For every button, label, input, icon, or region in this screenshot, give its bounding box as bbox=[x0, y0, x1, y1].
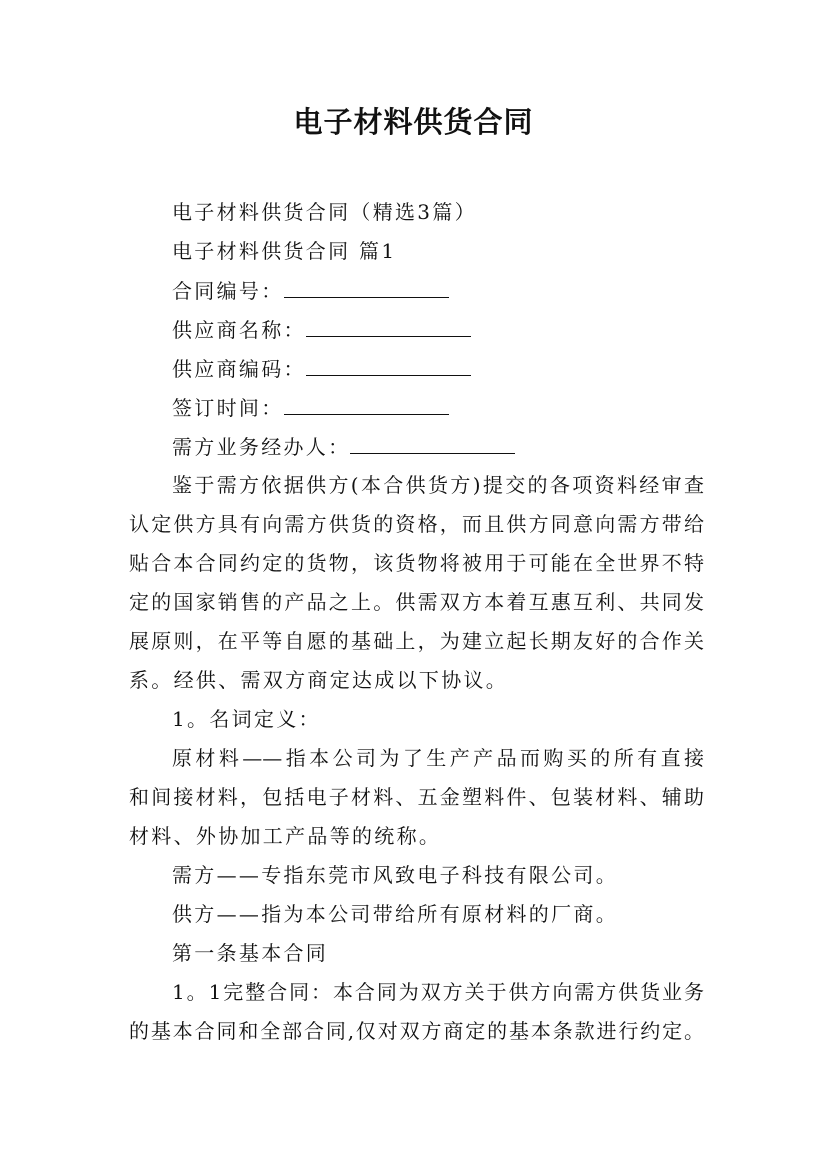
intro-line: 认定供方具有向需方供货的资格，而且供方同意向需方带给 bbox=[129, 512, 704, 536]
field-sign-date bbox=[172, 394, 704, 421]
clause-line: 1。1完整合同：本合同为双方关于供方向需方供货业务 bbox=[172, 980, 704, 1004]
subtitle: 电子材料供货合同（精选3篇） bbox=[172, 200, 477, 224]
intro-line: 定的国家销售的产品之上。供需双方本着互惠互利、共同发 bbox=[129, 590, 704, 614]
intro-line: 系。经供、需双方商定达成以下协议。 bbox=[129, 668, 509, 692]
part-heading: 电子材料供货合同 篇1 bbox=[172, 239, 397, 263]
blank-line bbox=[284, 394, 449, 415]
blank-line bbox=[350, 433, 515, 454]
blank-line bbox=[306, 316, 471, 337]
field-contract-number bbox=[172, 277, 704, 304]
field-label: 合同编号： bbox=[172, 279, 284, 303]
blank-line bbox=[306, 355, 471, 376]
field-label: 供应商名称： bbox=[172, 318, 306, 342]
section-heading: 1。名词定义： bbox=[172, 707, 321, 731]
document-title: 电子材料供货合同 bbox=[293, 105, 534, 139]
field-buyer-agent bbox=[172, 433, 704, 460]
definition-line: 材料、外协加工产品等的统称。 bbox=[129, 824, 442, 848]
blank-line bbox=[284, 277, 449, 298]
supplier-definition: 供方——指为本公司带给所有原材料的厂商。 bbox=[172, 902, 618, 926]
field-label: 供应商编码： bbox=[172, 357, 306, 381]
buyer-definition: 需方——专指东莞市风致电子科技有限公司。 bbox=[172, 863, 618, 887]
intro-line: 展原则，在平等自愿的基础上，为建立起长期友好的合作关 bbox=[129, 629, 704, 653]
field-label: 签订时间： bbox=[172, 396, 284, 420]
intro-line: 鉴于需方依据供方(本合供货方)提交的各项资料经审查 bbox=[172, 473, 704, 497]
field-supplier-name bbox=[172, 316, 704, 343]
article-heading: 第一条基本合同 bbox=[172, 941, 329, 965]
clause-line: 的基本合同和全部合同,仅对双方商定的基本条款进行约定。 bbox=[129, 1019, 704, 1043]
definition-line: 原材料——指本公司为了生产产品而购买的所有直接 bbox=[172, 746, 704, 770]
intro-line: 贴合本合同约定的货物，该货物将被用于可能在全世界不特 bbox=[129, 551, 704, 575]
field-supplier-code bbox=[172, 355, 704, 382]
field-label: 需方业务经办人： bbox=[172, 435, 351, 459]
definition-line: 和间接材料，包括电子材料、五金塑料件、包装材料、辅助 bbox=[129, 785, 704, 809]
